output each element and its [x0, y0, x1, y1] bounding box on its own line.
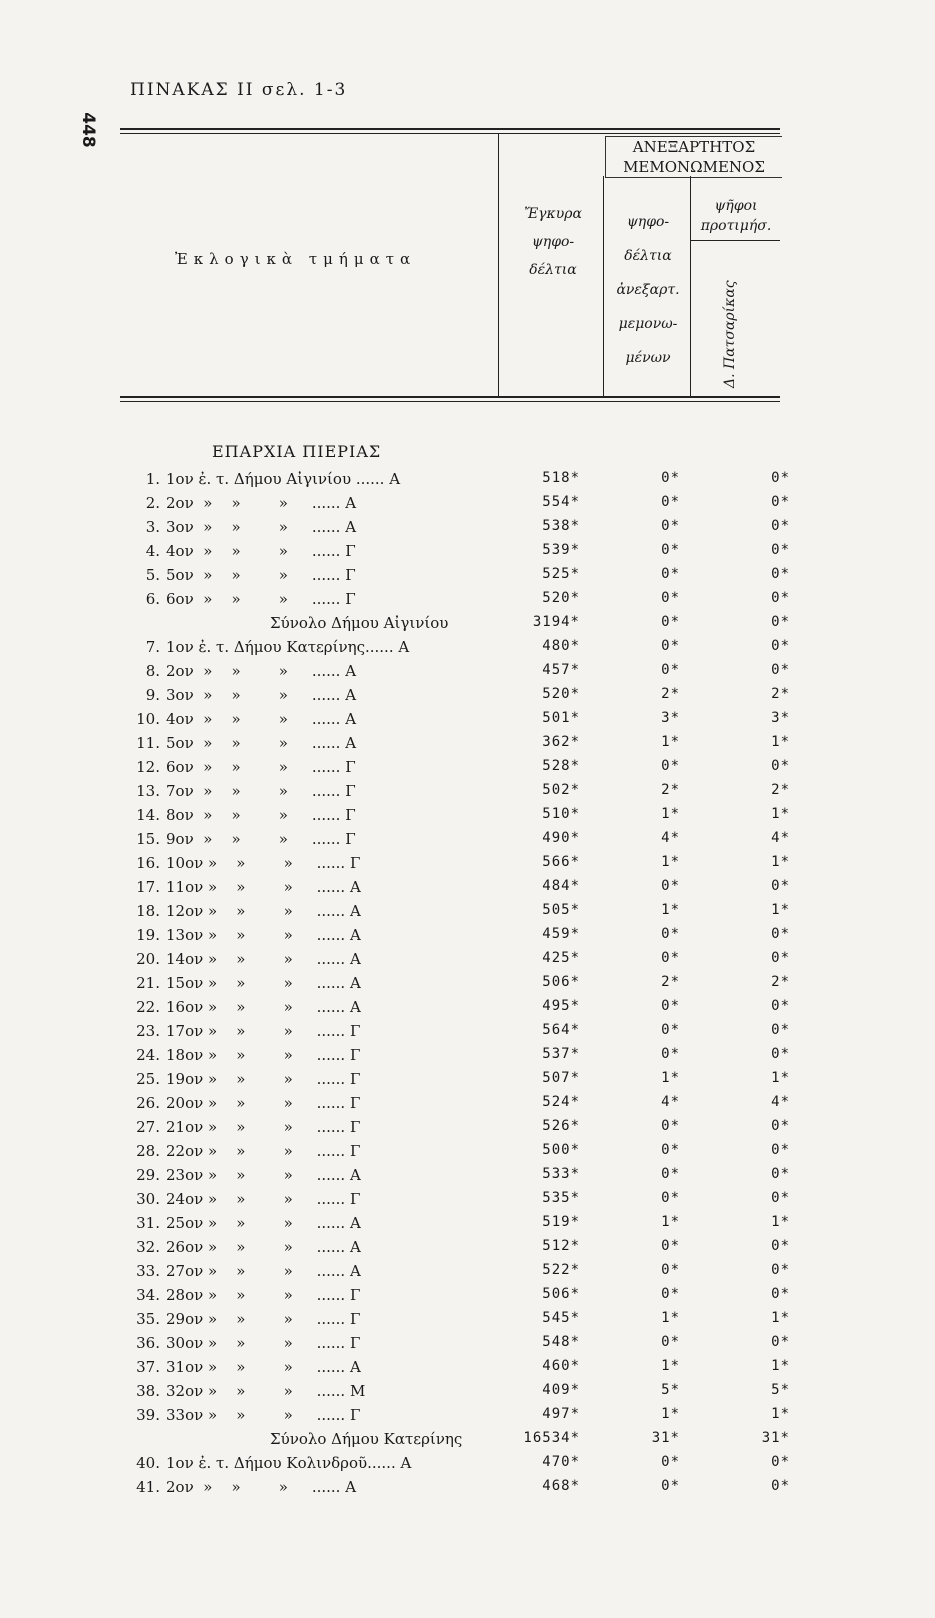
table-row	[130, 1358, 810, 1382]
row-label: 14ον » » » ...... Α	[166, 950, 361, 968]
independent-title	[605, 136, 782, 178]
table-row	[130, 1118, 810, 1142]
valid-ballots-value: 528*	[542, 758, 580, 774]
valid-ballots-line-3: δέλτια	[529, 262, 577, 278]
valid-ballots-value: 500*	[542, 1142, 580, 1158]
row-number: 26.	[136, 1094, 160, 1112]
preference-votes-value: 0*	[771, 1334, 790, 1350]
row-number: 35.	[136, 1310, 160, 1328]
valid-ballots-value: 512*	[542, 1238, 580, 1254]
independent-ballots-value: 1*	[661, 1358, 680, 1374]
preference-votes-value: 0*	[771, 1142, 790, 1158]
table-row	[130, 758, 810, 782]
valid-ballots-line-2: ψηφο-	[531, 234, 575, 250]
valid-ballots-value: 16534*	[523, 1430, 580, 1446]
preference-votes-line-2: προτιμήσ.	[700, 218, 772, 234]
row-label: 13ον » » » ...... Α	[166, 926, 361, 944]
row-label: 21ον » » » ...... Γ	[166, 1118, 361, 1136]
independent-ballots-value: 0*	[661, 926, 680, 942]
independent-ballots-value: 1*	[661, 854, 680, 870]
subtotal-row	[130, 614, 810, 638]
valid-ballots-value: 535*	[542, 1190, 580, 1206]
table-row	[130, 734, 810, 758]
row-label: 15ον » » » ...... Α	[166, 974, 361, 992]
valid-ballots-header	[508, 200, 598, 284]
independent-ballots-value: 0*	[661, 1334, 680, 1350]
preference-votes-value: 0*	[771, 1022, 790, 1038]
valid-ballots-value: 564*	[542, 1022, 580, 1038]
row-number: 21.	[136, 974, 160, 992]
row-label: 3ον » » » ...... Α	[166, 518, 357, 536]
row-label: 25ον » » » ...... Α	[166, 1214, 361, 1232]
independent-ballots-value: 0*	[661, 758, 680, 774]
independent-ballots-value: 2*	[661, 686, 680, 702]
preference-votes-value: 0*	[771, 1190, 790, 1206]
table-row	[130, 1262, 810, 1286]
table-row	[130, 1454, 810, 1478]
table-row	[130, 470, 810, 494]
independent-ballots-value: 1*	[661, 806, 680, 822]
valid-ballots-value: 539*	[542, 542, 580, 558]
table-row	[130, 1334, 810, 1358]
header-bottom-rule	[120, 396, 780, 398]
row-number: 4.	[145, 542, 160, 560]
row-number: 27.	[136, 1118, 160, 1136]
indep-ballots-line-5: μένων	[625, 350, 671, 366]
preference-votes-value: 0*	[771, 998, 790, 1014]
row-label: 33ον » » » ...... Γ	[166, 1406, 361, 1424]
row-number: 10.	[136, 710, 160, 728]
table-row	[130, 782, 810, 806]
preference-votes-value: 0*	[771, 614, 790, 630]
row-number: 23.	[136, 1022, 160, 1040]
valid-ballots-value: 505*	[542, 902, 580, 918]
preference-votes-value: 0*	[771, 566, 790, 582]
indep-ballots-line-3: ἀνεξαρτ.	[616, 282, 680, 298]
table-row	[130, 998, 810, 1022]
row-number: 41.	[136, 1478, 160, 1496]
independent-ballots-value: 0*	[661, 614, 680, 630]
preference-votes-value: 0*	[771, 494, 790, 510]
preference-votes-value: 0*	[771, 926, 790, 942]
valid-ballots-value: 425*	[542, 950, 580, 966]
valid-ballots-line-1: Ἔγκυρα	[524, 206, 582, 222]
row-number: 38.	[136, 1382, 160, 1400]
independent-ballots-value: 0*	[661, 1118, 680, 1134]
table-row	[130, 542, 810, 566]
row-label: 6ον » » » ...... Γ	[166, 758, 356, 776]
independent-ballots-value: 4*	[661, 1094, 680, 1110]
independent-ballots-value: 0*	[661, 1262, 680, 1278]
valid-ballots-value: 537*	[542, 1046, 580, 1062]
row-number: 1.	[145, 470, 160, 488]
row-label: 8ον » » » ...... Γ	[166, 806, 356, 824]
row-label: 6ον » » » ...... Γ	[166, 590, 356, 608]
row-number: 7.	[145, 638, 160, 656]
preference-votes-value: 0*	[771, 518, 790, 534]
preference-votes-value: 1*	[771, 1214, 790, 1230]
preference-votes-value: 4*	[771, 830, 790, 846]
table-row	[130, 590, 810, 614]
table-row	[130, 1286, 810, 1310]
row-label: 10ον » » » ...... Γ	[166, 854, 361, 872]
row-label: 27ον » » » ...... Α	[166, 1262, 361, 1280]
row-number: 16.	[136, 854, 160, 872]
row-label: 2ον » » » ...... Α	[166, 662, 357, 680]
row-number: 25.	[136, 1070, 160, 1088]
valid-ballots-value: 362*	[542, 734, 580, 750]
preference-votes-value: 1*	[771, 854, 790, 870]
row-label: 20ον » » » ...... Γ	[166, 1094, 361, 1112]
preference-votes-value: 1*	[771, 902, 790, 918]
independent-ballots-value: 0*	[661, 494, 680, 510]
valid-ballots-value: 519*	[542, 1214, 580, 1230]
preference-votes-value: 0*	[771, 590, 790, 606]
independent-ballots-value: 1*	[661, 1214, 680, 1230]
preference-votes-value: 0*	[771, 662, 790, 678]
valid-ballots-value: 480*	[542, 638, 580, 654]
row-label: 28ον » » » ...... Γ	[166, 1286, 361, 1304]
independent-ballots-value: 0*	[661, 1166, 680, 1182]
row-label: Σύνολο Δήμου Αἰγινίου	[270, 614, 449, 632]
independent-ballots-value: 1*	[661, 1406, 680, 1422]
independent-ballots-value: 0*	[661, 470, 680, 486]
row-number: 32.	[136, 1238, 160, 1256]
row-label: 12ον » » » ...... Α	[166, 902, 361, 920]
row-label: 17ον » » » ...... Γ	[166, 1022, 361, 1040]
districts-header: Ἐκλογικὰ τμήματα	[175, 250, 417, 268]
header-bottom-rule-thin	[120, 401, 780, 402]
independent-ballots-value: 0*	[661, 998, 680, 1014]
table-row	[130, 1310, 810, 1334]
independent-ballots-value: 1*	[661, 902, 680, 918]
preference-votes-value: 0*	[771, 1286, 790, 1302]
row-number: 20.	[136, 950, 160, 968]
row-label: 2ον » » » ...... Α	[166, 1478, 357, 1496]
valid-ballots-value: 3194*	[532, 614, 580, 630]
table-row	[130, 1094, 810, 1118]
indep-ballots-line-1: ψηφο-	[626, 214, 670, 230]
row-label: 4ον » » » ...... Α	[166, 710, 357, 728]
valid-ballots-value: 518*	[542, 470, 580, 486]
row-label: 23ον » » » ...... Α	[166, 1166, 361, 1184]
independent-ballots-value: 5*	[661, 1382, 680, 1398]
independent-ballots-value: 0*	[661, 878, 680, 894]
indep-ballots-line-4: μεμονω-	[618, 316, 678, 332]
preference-votes-value: 0*	[771, 1238, 790, 1254]
preference-votes-line-1: ψῆφοι	[714, 198, 758, 214]
valid-ballots-value: 459*	[542, 926, 580, 942]
preference-votes-value: 0*	[771, 638, 790, 654]
table-row	[130, 710, 810, 734]
valid-ballots-value: 495*	[542, 998, 580, 1014]
row-label: 3ον » » » ...... Α	[166, 686, 357, 704]
table-row	[130, 1166, 810, 1190]
table-row	[130, 1070, 810, 1094]
preference-votes-value: 2*	[771, 686, 790, 702]
independent-ballots-value: 31*	[651, 1430, 680, 1446]
indep-ballots-line-2: δέλτια	[624, 248, 672, 264]
independent-ballots-value: 0*	[661, 518, 680, 534]
independent-ballots-value: 4*	[661, 830, 680, 846]
preference-votes-value: 0*	[771, 758, 790, 774]
independent-ballots-value: 0*	[661, 1142, 680, 1158]
valid-ballots-value: 457*	[542, 662, 580, 678]
independent-ballots-value: 0*	[661, 1454, 680, 1470]
preference-votes-value: 5*	[771, 1382, 790, 1398]
table-row	[130, 1022, 810, 1046]
district-rows	[130, 470, 810, 1502]
row-number: 28.	[136, 1142, 160, 1160]
valid-ballots-value: 501*	[542, 710, 580, 726]
preference-votes-value: 0*	[771, 1118, 790, 1134]
row-number: 19.	[136, 926, 160, 944]
independent-ballots-value: 3*	[661, 710, 680, 726]
row-label: 24ον » » » ...... Γ	[166, 1190, 361, 1208]
valid-ballots-value: 545*	[542, 1310, 580, 1326]
header-top-rule	[120, 128, 780, 130]
table-row	[130, 638, 810, 662]
row-label: 29ον » » » ...... Γ	[166, 1310, 361, 1328]
valid-ballots-value: 460*	[542, 1358, 580, 1374]
valid-ballots-value: 510*	[542, 806, 580, 822]
row-number: 11.	[136, 734, 160, 752]
preference-votes-value: 0*	[771, 1454, 790, 1470]
independent-ballots-value: 0*	[661, 1478, 680, 1494]
row-label: 9ον » » » ...... Γ	[166, 830, 356, 848]
row-number: 30.	[136, 1190, 160, 1208]
preference-votes-value: 0*	[771, 1262, 790, 1278]
row-number: 13.	[136, 782, 160, 800]
valid-ballots-value: 484*	[542, 878, 580, 894]
table-row	[130, 662, 810, 686]
valid-ballots-value: 506*	[542, 974, 580, 990]
preference-votes-value: 1*	[771, 1070, 790, 1086]
table-row	[130, 926, 810, 950]
table-row	[130, 878, 810, 902]
row-number: 29.	[136, 1166, 160, 1184]
row-number: 34.	[136, 1286, 160, 1304]
table-row	[130, 806, 810, 830]
section-heading: ΕΠΑΡΧΙΑ ΠΙΕΡΙΑΣ	[212, 442, 382, 461]
row-label: 11ον » » » ...... Α	[166, 878, 361, 896]
independent-ballots-value: 1*	[661, 1070, 680, 1086]
valid-ballots-value: 507*	[542, 1070, 580, 1086]
preference-votes-header	[692, 196, 780, 236]
table-row	[130, 950, 810, 974]
row-number: 17.	[136, 878, 160, 896]
row-number: 6.	[145, 590, 160, 608]
subheader-rule	[690, 240, 780, 241]
row-number: 39.	[136, 1406, 160, 1424]
table-row	[130, 518, 810, 542]
table-row	[130, 1214, 810, 1238]
independent-ballots-value: 0*	[661, 566, 680, 582]
table-row	[130, 1190, 810, 1214]
header-top-rule-thin	[120, 133, 780, 134]
row-number: 2.	[145, 494, 160, 512]
valid-ballots-value: 520*	[542, 686, 580, 702]
independent-ballots-header	[606, 205, 690, 375]
preference-votes-value: 1*	[771, 1310, 790, 1326]
row-label: 1ον ἐ. τ. Δήμου Αἰγινίου ...... Α	[166, 470, 401, 488]
valid-ballots-value: 524*	[542, 1094, 580, 1110]
valid-ballots-value: 409*	[542, 1382, 580, 1398]
independent-ballots-value: 1*	[661, 1310, 680, 1326]
valid-ballots-value: 538*	[542, 518, 580, 534]
row-number: 3.	[145, 518, 160, 536]
valid-ballots-value: 470*	[542, 1454, 580, 1470]
row-label: 1ον ἐ. τ. Δήμου Κολινδροῦ...... Α	[166, 1454, 412, 1472]
preference-votes-value: 1*	[771, 806, 790, 822]
page-number: 448	[77, 112, 98, 148]
preference-votes-value: 0*	[771, 542, 790, 558]
valid-ballots-value: 502*	[542, 782, 580, 798]
candidate-name: Δ. Πατσαρίκας	[722, 280, 738, 388]
independent-ballots-value: 0*	[661, 1238, 680, 1254]
table-row	[130, 566, 810, 590]
row-number: 22.	[136, 998, 160, 1016]
row-label: 30ον » » » ...... Γ	[166, 1334, 361, 1352]
independent-title-line-1: ΑΝΕΞΑΡΤΗΤΟΣ	[632, 138, 756, 156]
row-number: 31.	[136, 1214, 160, 1232]
valid-ballots-value: 525*	[542, 566, 580, 582]
row-number: 36.	[136, 1334, 160, 1352]
row-number: 14.	[136, 806, 160, 824]
valid-ballots-value: 566*	[542, 854, 580, 870]
preference-votes-value: 0*	[771, 950, 790, 966]
row-number: 5.	[145, 566, 160, 584]
independent-ballots-value: 2*	[661, 974, 680, 990]
preference-votes-value: 0*	[771, 1166, 790, 1182]
row-number: 33.	[136, 1262, 160, 1280]
independent-ballots-value: 1*	[661, 734, 680, 750]
row-label: 2ον » » » ...... Α	[166, 494, 357, 512]
valid-ballots-value: 468*	[542, 1478, 580, 1494]
independent-ballots-value: 0*	[661, 590, 680, 606]
row-number: 18.	[136, 902, 160, 920]
table-row	[130, 1382, 810, 1406]
table-row	[130, 854, 810, 878]
table-row	[130, 1046, 810, 1070]
row-number: 9.	[145, 686, 160, 704]
row-label: Σύνολο Δήμου Κατερίνης	[270, 1430, 463, 1448]
row-label: 1ον ἐ. τ. Δήμου Κατερίνης...... Α	[166, 638, 410, 656]
subtotal-row	[130, 1430, 810, 1454]
page-title: ΠΙΝΑΚΑΣ ΙΙ σελ. 1-3	[130, 80, 348, 100]
row-label: 5ον » » » ...... Α	[166, 734, 357, 752]
independent-ballots-value: 0*	[661, 1046, 680, 1062]
preference-votes-value: 0*	[771, 470, 790, 486]
preference-votes-value: 1*	[771, 734, 790, 750]
row-label: 31ον » » » ...... Α	[166, 1358, 361, 1376]
valid-ballots-value: 526*	[542, 1118, 580, 1134]
row-number: 12.	[136, 758, 160, 776]
independent-ballots-value: 2*	[661, 782, 680, 798]
row-number: 37.	[136, 1358, 160, 1376]
table-row	[130, 1406, 810, 1430]
table-row	[130, 1142, 810, 1166]
row-label: 26ον » » » ...... Α	[166, 1238, 361, 1256]
row-label: 5ον » » » ...... Γ	[166, 566, 356, 584]
preference-votes-value: 2*	[771, 782, 790, 798]
row-label: 32ον » » » ...... Μ	[166, 1382, 366, 1400]
independent-ballots-value: 0*	[661, 638, 680, 654]
row-number: 24.	[136, 1046, 160, 1064]
row-number: 15.	[136, 830, 160, 848]
independent-ballots-value: 0*	[661, 1190, 680, 1206]
col-divider-2	[603, 176, 604, 396]
table-row	[130, 974, 810, 998]
preference-votes-value: 1*	[771, 1358, 790, 1374]
valid-ballots-value: 506*	[542, 1286, 580, 1302]
table-row	[130, 902, 810, 926]
independent-ballots-value: 0*	[661, 950, 680, 966]
row-number: 40.	[136, 1454, 160, 1472]
row-label: 22ον » » » ...... Γ	[166, 1142, 361, 1160]
table-row	[130, 494, 810, 518]
table-row	[130, 1238, 810, 1262]
valid-ballots-value: 497*	[542, 1406, 580, 1422]
col-divider-1	[498, 134, 499, 396]
preference-votes-value: 0*	[771, 1478, 790, 1494]
preference-votes-value: 1*	[771, 1406, 790, 1422]
preference-votes-value: 2*	[771, 974, 790, 990]
row-label: 18ον » » » ...... Γ	[166, 1046, 361, 1064]
preference-votes-value: 0*	[771, 1046, 790, 1062]
independent-ballots-value: 0*	[661, 542, 680, 558]
table-row	[130, 1478, 810, 1502]
row-label: 16ον » » » ...... Α	[166, 998, 361, 1016]
col-divider-3	[690, 176, 691, 396]
valid-ballots-value: 520*	[542, 590, 580, 606]
valid-ballots-value: 554*	[542, 494, 580, 510]
table-row	[130, 830, 810, 854]
valid-ballots-value: 548*	[542, 1334, 580, 1350]
independent-title-line-2: ΜΕΜΟΝΩΜΕΝΟΣ	[623, 158, 765, 176]
independent-ballots-value: 0*	[661, 1286, 680, 1302]
independent-ballots-value: 0*	[661, 662, 680, 678]
row-number: 8.	[145, 662, 160, 680]
row-label: 19ον » » » ...... Γ	[166, 1070, 361, 1088]
valid-ballots-value: 490*	[542, 830, 580, 846]
preference-votes-value: 0*	[771, 878, 790, 894]
preference-votes-value: 3*	[771, 710, 790, 726]
row-label: 7ον » » » ...... Γ	[166, 782, 356, 800]
row-label: 4ον » » » ...... Γ	[166, 542, 356, 560]
preference-votes-value: 31*	[761, 1430, 790, 1446]
preference-votes-value: 4*	[771, 1094, 790, 1110]
independent-ballots-value: 0*	[661, 1022, 680, 1038]
valid-ballots-value: 522*	[542, 1262, 580, 1278]
valid-ballots-value: 533*	[542, 1166, 580, 1182]
table-row	[130, 686, 810, 710]
